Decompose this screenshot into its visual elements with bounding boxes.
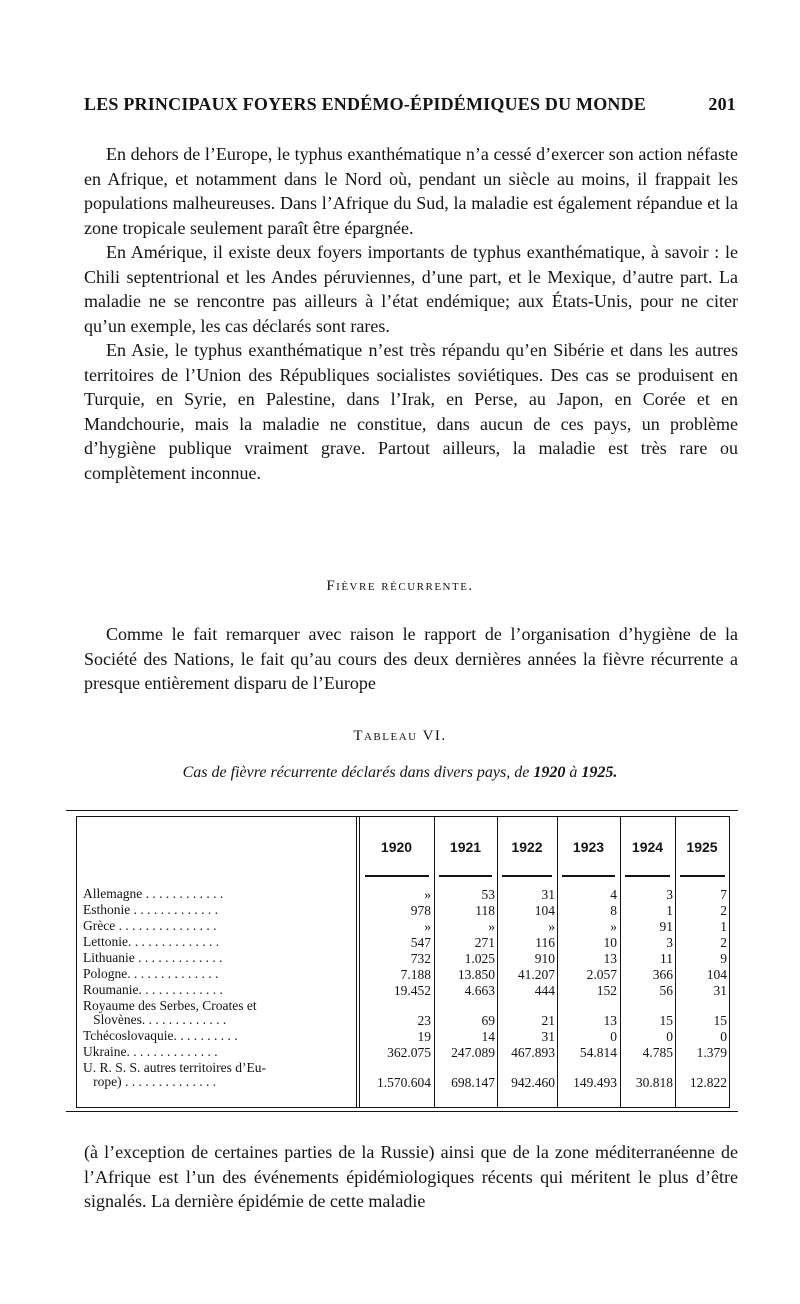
row-label: Lettonie. . . . . . . . . . . . . . <box>83 934 220 949</box>
table-frame <box>66 810 738 1112</box>
table-cell: 69 <box>481 1013 495 1028</box>
row-label: Grèce . . . . . . . . . . . . . . . <box>83 918 217 933</box>
paragraph-bottom: (à l’exception de certaines parties de la Russie) ainsi que de la zone méditerranéenne de l’Afrique est l’un des événements épidémiologiques récents qui méritent le plus d’être signalés. La dernière épidémie de cette maladie <box>84 1142 738 1211</box>
table-cell: 104 <box>534 903 555 918</box>
table-cell: 19.452 <box>393 983 431 998</box>
table-cell: » <box>488 919 495 934</box>
year-header: 1922 <box>511 839 543 855</box>
table-cell: 152 <box>596 983 617 998</box>
table-cell: 247.089 <box>451 1045 495 1060</box>
table-cell: 104 <box>706 967 727 982</box>
year-header: 1921 <box>449 839 482 855</box>
table-cell: 12.822 <box>689 1075 727 1090</box>
table-cell: 0 <box>666 1029 673 1044</box>
paragraph-fievre: Comme le fait remarquer avec raison le rapport de l’organisation d’hygiène de la Société des Nations, le fait qu’au cours des deux dernières années la fièvre récurrente a presque entièrement disparu de l’Europe <box>84 624 738 693</box>
header-rule <box>365 875 429 877</box>
table-cell: 942.460 <box>511 1075 555 1090</box>
table-cell: 41.207 <box>517 967 555 982</box>
table-cell: 732 <box>410 951 431 966</box>
table-cell: 54.814 <box>579 1045 617 1060</box>
table-cell: 21 <box>541 1013 555 1028</box>
table-cell: 444 <box>534 983 555 998</box>
table-cell: » <box>424 887 431 902</box>
table-cell: 1.379 <box>696 1045 727 1060</box>
table-cell: 3 <box>666 935 673 950</box>
table-cell: 4.663 <box>464 983 495 998</box>
running-head <box>84 94 736 120</box>
table-cell: 118 <box>475 903 495 918</box>
table-cell: 31 <box>541 1029 555 1044</box>
table-cell: 2 <box>720 935 727 950</box>
caption-year-from: 1920 <box>533 764 566 781</box>
header-rule <box>439 875 492 877</box>
table-caption <box>0 764 800 782</box>
table-cell: 1.570.604 <box>377 1075 431 1090</box>
table-cell: 15 <box>713 1013 727 1028</box>
body-text-typhus <box>84 142 738 485</box>
body-text-fievre <box>84 622 738 696</box>
header-rule <box>502 875 552 877</box>
table-cell: 698.147 <box>451 1075 495 1090</box>
table-cell: 362.075 <box>387 1045 431 1060</box>
table-cell: 3 <box>666 887 673 902</box>
table-cell: 7 <box>720 887 727 902</box>
table-cell: 0 <box>720 1029 727 1044</box>
table-cell: 10 <box>603 935 617 950</box>
column-divider <box>359 817 360 1107</box>
row-label: Allemagne . . . . . . . . . . . . <box>83 886 224 901</box>
caption-year-to: 1925. <box>581 764 618 781</box>
table-cell: 31 <box>541 887 555 902</box>
row-label: Ukraine. . . . . . . . . . . . . . <box>83 1044 218 1059</box>
row-label: Royaume des Serbes, Croates et Slovènes. . . . . . . . . . . . . <box>83 998 257 1027</box>
table-cell: » <box>424 919 431 934</box>
caption-text: Cas de fièvre récurrente déclarés dans divers pays, de <box>182 764 530 781</box>
row-label: Lithuanie . . . . . . . . . . . . . <box>83 950 223 965</box>
caption-joiner: à <box>569 764 578 781</box>
table-cell: 271 <box>474 935 495 950</box>
table-cell: 9 <box>720 951 727 966</box>
table-cell: 2 <box>720 903 727 918</box>
section-title: Fièvre récurrente. <box>326 578 474 594</box>
table-cell: 547 <box>410 935 431 950</box>
year-header: 1920 <box>380 839 413 855</box>
running-head-title: LES PRINCIPAUX FOYERS ENDÉMO-ÉPIDÉMIQUES DU MONDE <box>84 94 646 114</box>
data-table <box>76 816 730 1108</box>
table-cell: 467.893 <box>511 1045 555 1060</box>
paragraph-amerique: En Amérique, il existe deux foyers importants de typhus exanthématique, à savoir : le Chili septentrional et les Andes péruviennes, d’une part, et le Mexique, d’autre part. La maladie ne se rencontre pas ailleurs à l’état endémique; aux États-Unis, pour ne citer qu’un exemple, les cas déclarés sont rares. <box>84 242 738 336</box>
table-cell: 13 <box>603 1013 617 1028</box>
row-label: Tchécoslovaquie. . . . . . . . . . <box>83 1028 238 1043</box>
table-cell: » <box>610 919 617 934</box>
table-cell: 14 <box>481 1029 495 1044</box>
table-cell: 30.818 <box>635 1075 673 1090</box>
table-cell: 13 <box>603 951 617 966</box>
table-cell: 116 <box>535 935 555 950</box>
paragraph-asie: En Asie, le typhus exanthématique n’est très répandu qu’en Sibérie et dans les autres territoires de l’Union des Républiques socialistes soviétiques. Des cas se produisent en Turquie, en Syrie, en Palestine, dans l’Irak, en Perse, au Japon, en Corée et en Mandchourie, mais la maladie ne constitue, dans aucun de ces pays, un problème d’hygiène publique vraiment grave. Partout ailleurs, la maladie est très rare ou complètement inconnue. <box>84 340 738 483</box>
body-text-bottom <box>84 1140 738 1214</box>
table-cell: 56 <box>659 983 673 998</box>
table-cell: 15 <box>659 1013 673 1028</box>
table-cell: 910 <box>534 951 555 966</box>
table-cell: 7.188 <box>400 967 431 982</box>
table-cell: 23 <box>417 1013 431 1028</box>
table-cell: 91 <box>659 919 673 934</box>
table-cell: 8 <box>610 903 617 918</box>
header-rule <box>680 875 725 877</box>
table-cell: 4 <box>610 887 617 902</box>
table-cell: 31 <box>713 983 727 998</box>
table-cell: 1.025 <box>464 951 495 966</box>
column-divider <box>356 817 357 1107</box>
table-cell: 366 <box>652 967 673 982</box>
table-cell: 2.057 <box>586 967 617 982</box>
table-title: Tableau VI. <box>353 728 447 744</box>
table-cell: » <box>548 919 555 934</box>
table-cell: 0 <box>610 1029 617 1044</box>
table-cell: 1 <box>720 919 727 934</box>
table-cell: 149.493 <box>573 1075 617 1090</box>
table-cell: 4.785 <box>642 1045 673 1060</box>
row-label: Esthonie . . . . . . . . . . . . . <box>83 902 218 917</box>
row-label: Pologne. . . . . . . . . . . . . . <box>83 966 219 981</box>
table-cell: 978 <box>410 903 431 918</box>
table-cell: 19 <box>417 1029 431 1044</box>
table-cell: 11 <box>660 951 673 966</box>
header-rule <box>625 875 670 877</box>
page-number: 201 <box>708 94 736 114</box>
year-header: 1924 <box>631 839 664 855</box>
header-rule <box>562 875 615 877</box>
table-cell: 13.850 <box>457 967 495 982</box>
table-cell: 1 <box>666 903 673 918</box>
row-label: Roumanie. . . . . . . . . . . . . <box>83 982 223 997</box>
table-cell: 53 <box>481 887 495 902</box>
year-header: 1925 <box>686 839 718 855</box>
paragraph-afrique: En dehors de l’Europe, le typhus exanthématique n’a cessé d’exercer son action néfaste en Afrique, et notamment dans le Nord où, pendant un siècle au moins, il frappait les populations malheureuses. Dans l’Afrique du Sud, la maladie est également répandue et la zone tropicale seulement paraît être épargnée. <box>84 144 738 238</box>
row-label: U. R. S. S. autres territoires d’Eu- rope) . . . . . . . . . . . . . . <box>83 1060 266 1089</box>
year-header: 1923 <box>572 839 605 855</box>
